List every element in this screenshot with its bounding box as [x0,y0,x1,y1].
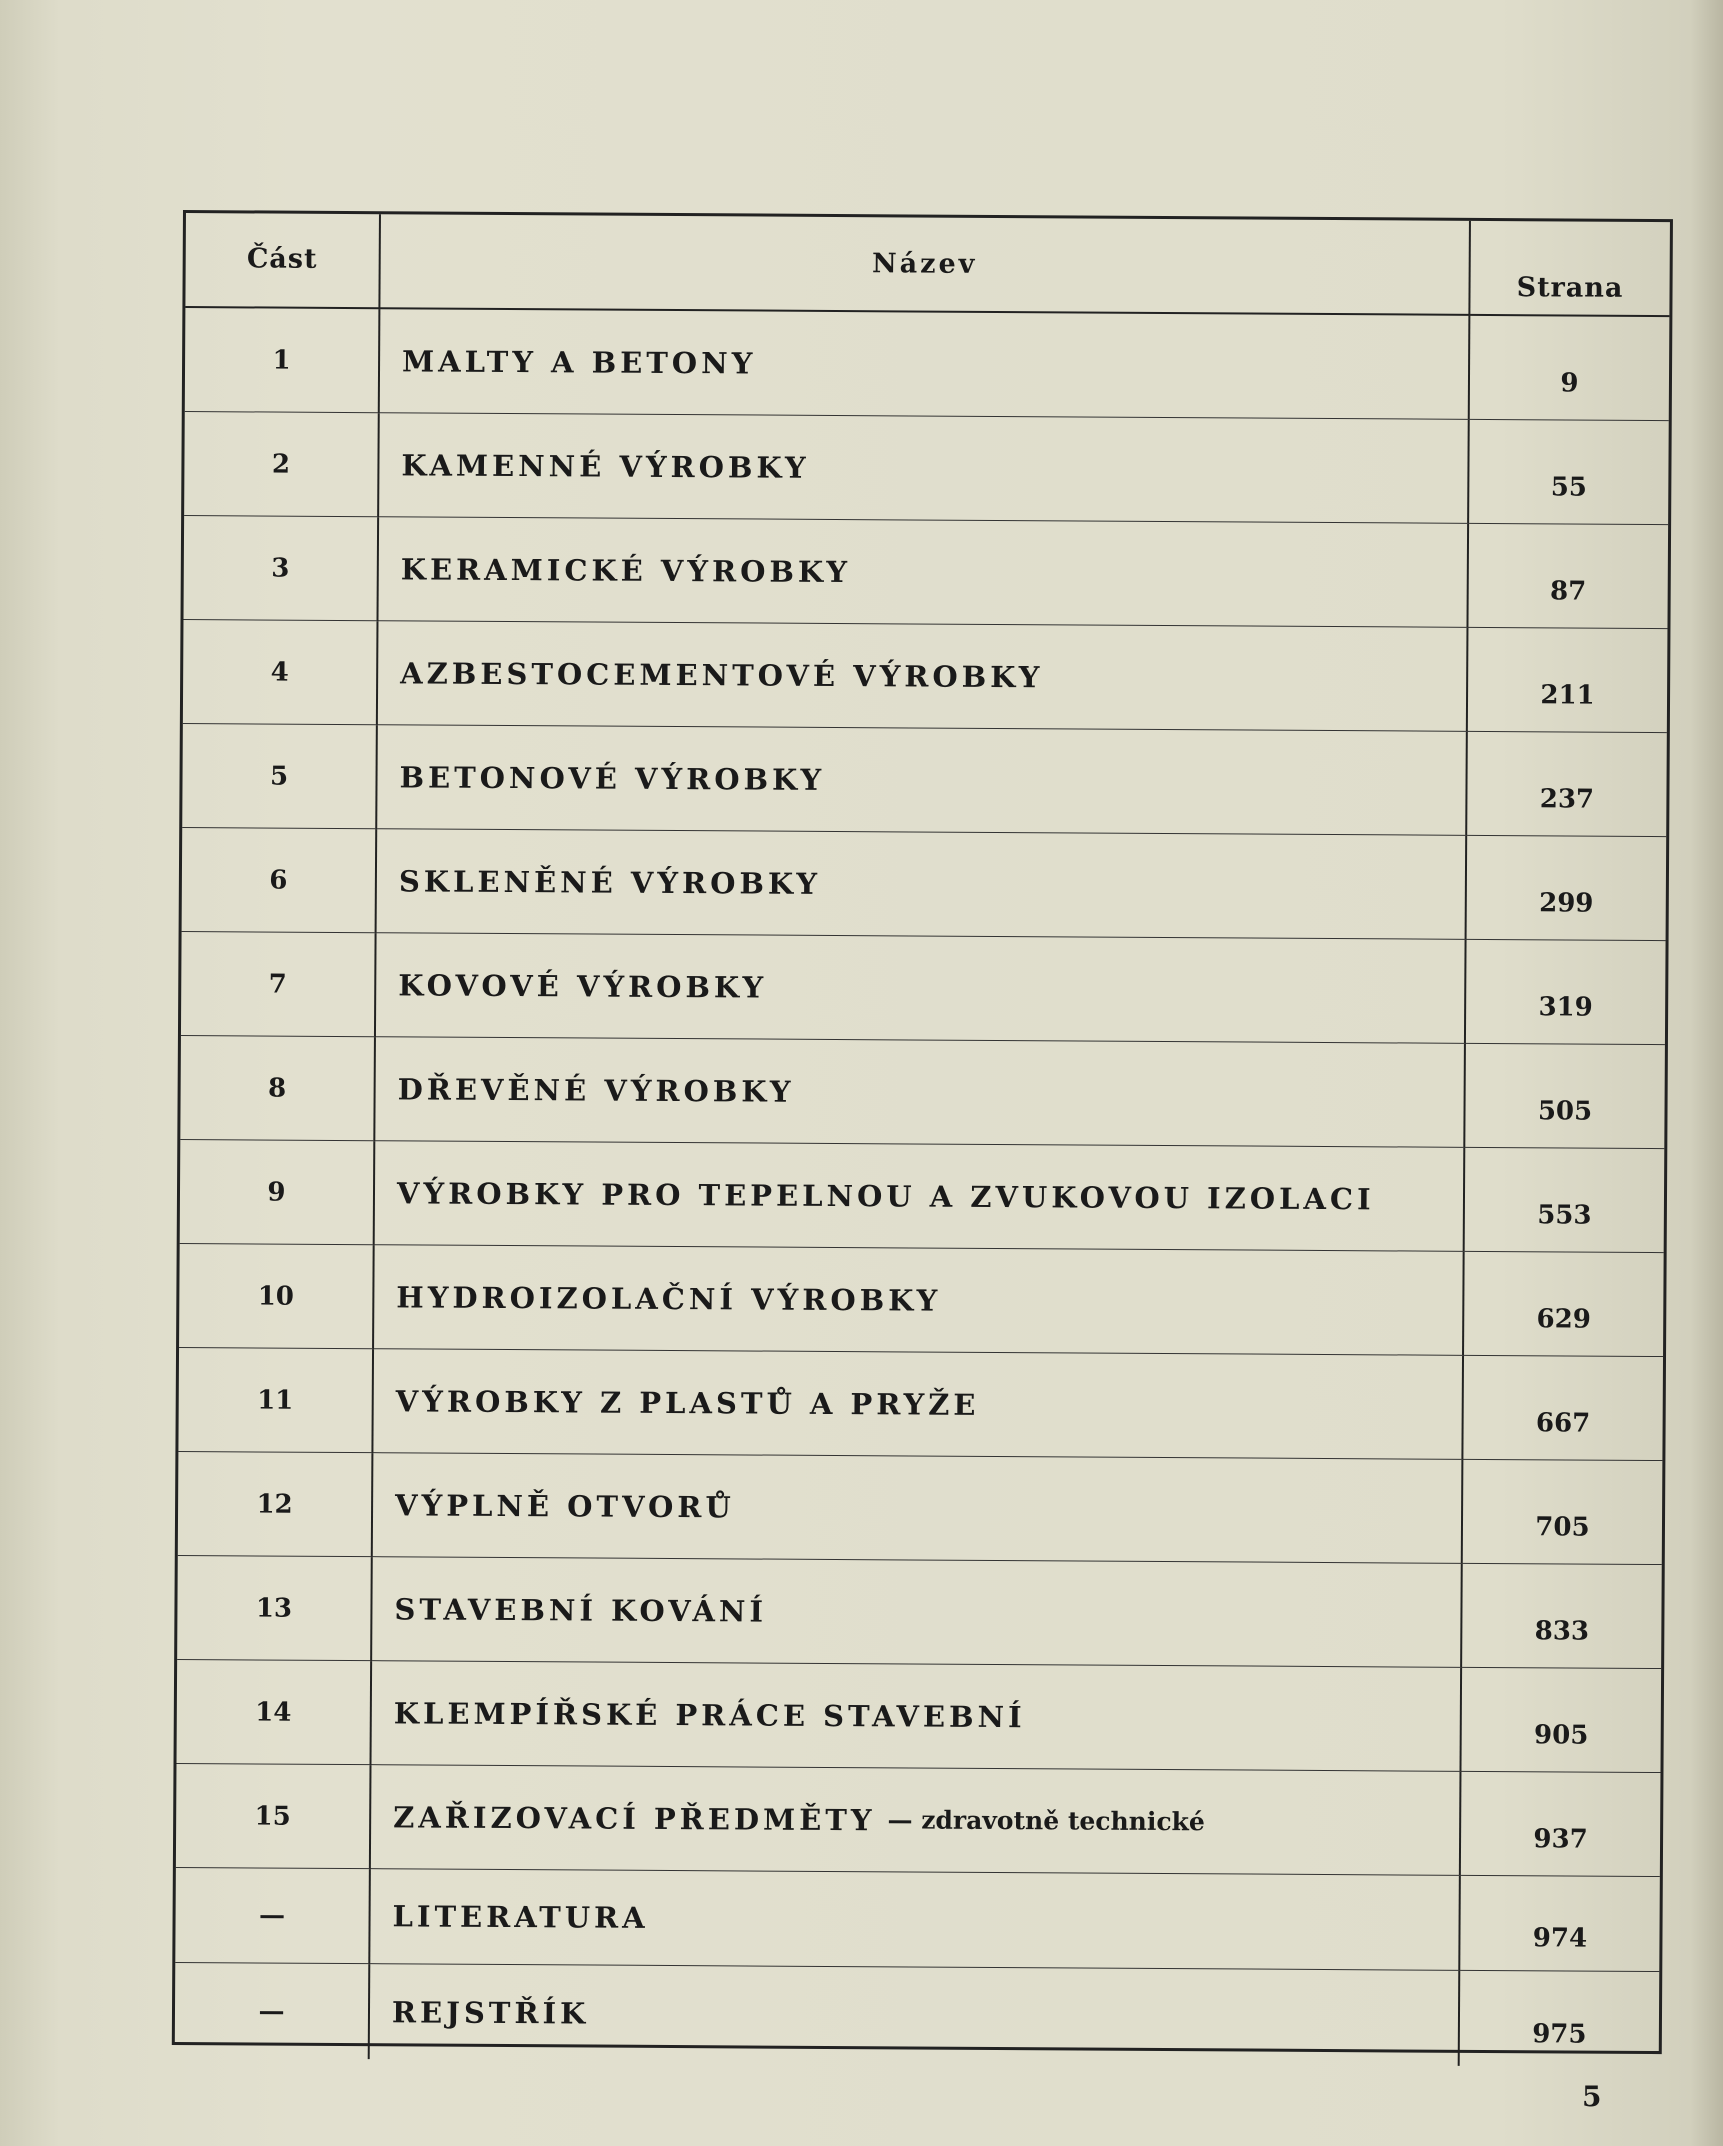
row-page: 211 [1468,628,1668,733]
row-title-text: VÝPLNĚ OTVORŮ [394,1487,735,1524]
row-title [377,725,1468,836]
row-title-text: VÝROBKY Z PLASTŮ A PRYŽE [395,1383,980,1422]
row-page: 833 [1462,1564,1662,1669]
row-part: 11 [178,1348,374,1453]
row-part: 15 [176,1764,372,1869]
row-title [370,1869,1461,1971]
row-part: 12 [178,1452,374,1557]
header-part: Část [185,213,381,309]
row-title [380,309,1471,420]
row-part: 4 [183,620,379,725]
row-title-text: REJSTŘÍK [391,1994,590,2031]
row-part: 6 [182,828,378,933]
row-title [379,413,1470,524]
row-page: 299 [1467,836,1667,941]
page-number: 5 [1582,2080,1602,2113]
row-page: 905 [1461,1668,1661,1773]
row-page: 9 [1470,316,1670,421]
row-part: 10 [179,1244,375,1349]
row-page: 974 [1460,1876,1660,1972]
row-title [373,1453,1464,1564]
row-title-text: MALTY A BETONY [401,343,757,381]
row-part: 1 [185,308,381,413]
row-subtitle: — zdravotně technické [887,1805,1205,1837]
row-title [375,1037,1466,1148]
row-part: — [175,1963,371,2059]
header-page: Strana [1470,221,1670,317]
row-page: 55 [1469,420,1669,525]
row-title-text: SKLENĚNÉ VÝROBKY [398,863,822,901]
row-title [372,1661,1463,1772]
row-part: 2 [184,412,380,517]
row-part: 9 [180,1140,376,1245]
row-part: 5 [182,724,378,829]
table-of-contents [172,210,1673,2054]
row-title-text: BETONOVÉ VÝROBKY [399,759,826,797]
row-title-text: KOVOVÉ VÝROBKY [398,967,768,1005]
row-title [372,1557,1463,1668]
row-page: 237 [1467,732,1667,837]
row-title-text: HYDROIZOLAČNÍ VÝROBKY [396,1279,942,1318]
row-page: 553 [1465,1148,1665,1253]
row-page: 975 [1532,2018,1587,2050]
row-page: 705 [1463,1460,1663,1565]
row-title-text: KLEMPÍŘSKÉ PRÁCE STAVEBNÍ [393,1695,1026,1734]
row-title [376,933,1467,1044]
row-part: 7 [181,932,377,1037]
row-title-text: STAVEBNÍ KOVÁNÍ [394,1591,768,1629]
row-part: 13 [177,1556,373,1661]
row-part: 14 [177,1660,373,1765]
row-title-text: LITERATURA [392,1899,649,1935]
row-page: 505 [1465,1044,1665,1149]
row-title [371,1765,1462,1876]
row-title [377,829,1468,940]
row-title-text: VÝROBKY PRO TEPELNOU A ZVUKOVOU IZOLACI [396,1175,1375,1216]
row-part: 8 [180,1036,376,1141]
row-title [374,1245,1465,1356]
row-part: — [175,1868,371,1964]
row-title-text: KAMENNÉ VÝROBKY [401,447,810,485]
row-page: 667 [1463,1356,1663,1461]
row-title [375,1141,1466,1252]
row-title [373,1349,1464,1460]
row-title [378,517,1469,628]
row-title [370,1964,1461,2066]
row-title-text: DŘEVĚNÉ VÝROBKY [397,1071,795,1109]
row-title-text: AZBESTOCEMENTOVÉ VÝROBKY [400,655,1044,694]
row-page: 937 [1461,1772,1661,1877]
row-part: 3 [183,516,379,621]
row-title [378,621,1469,732]
row-page: 319 [1466,940,1666,1045]
row-title-text: KERAMICKÉ VÝROBKY [400,551,852,589]
header-name: Název [380,214,1471,316]
row-page: 87 [1468,524,1668,629]
row-title-text: ZAŘIZOVACÍ PŘEDMĚTY [393,1799,876,1837]
row-page: 629 [1464,1252,1664,1357]
